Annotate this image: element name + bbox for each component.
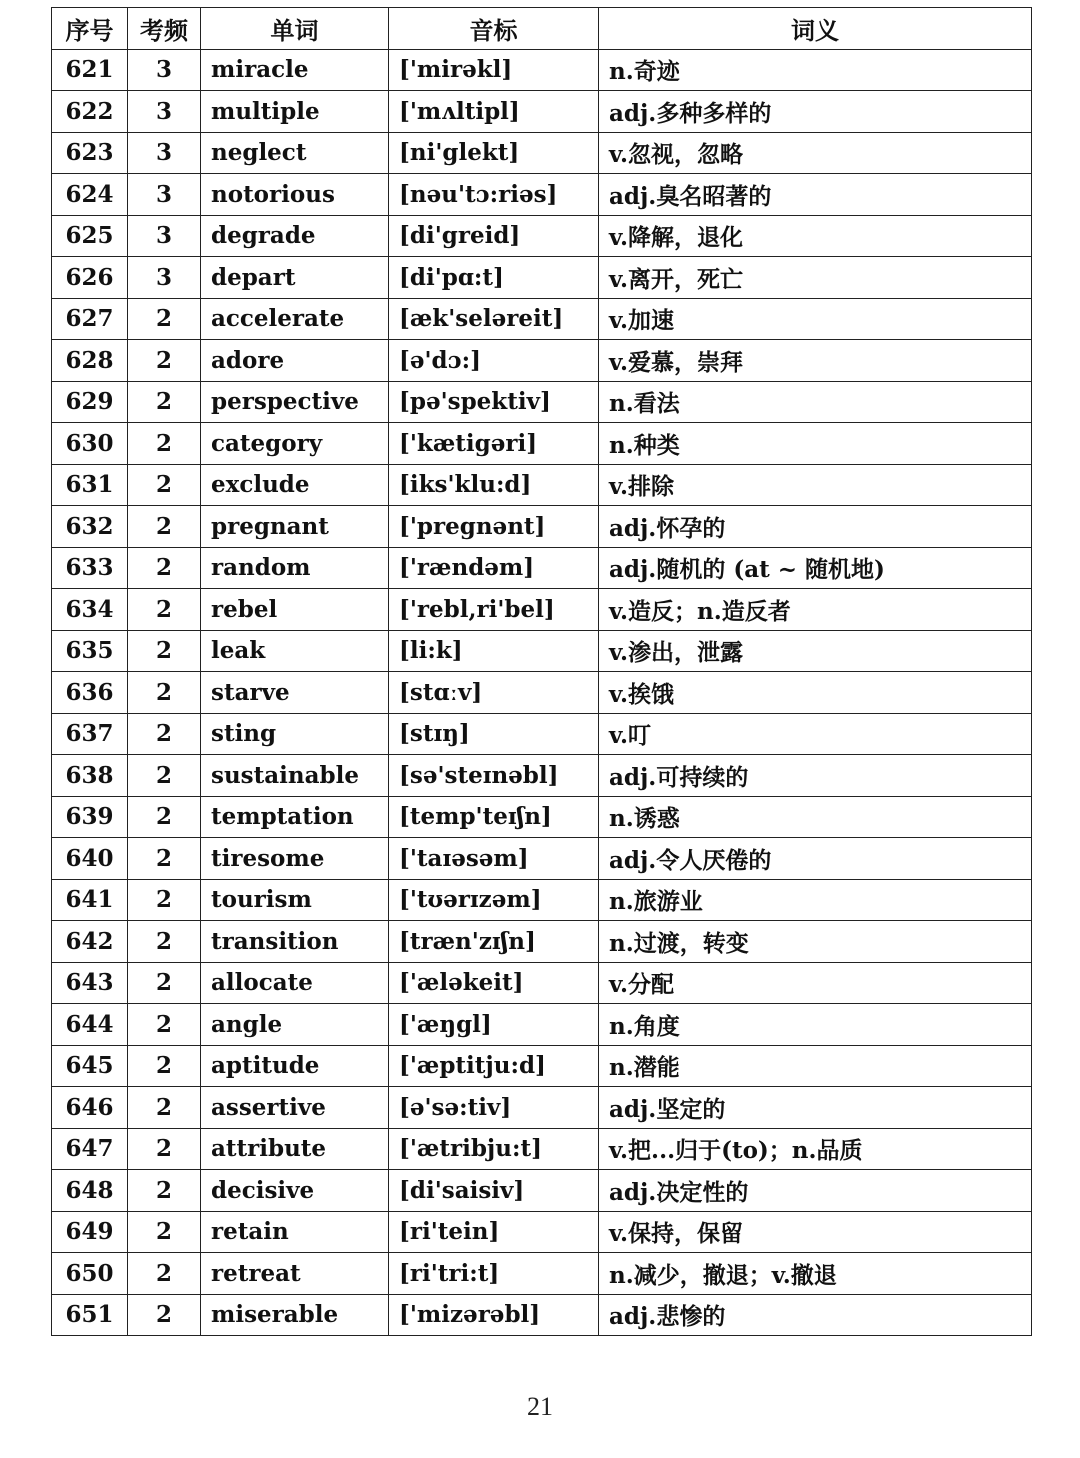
cell-phonetic: ['mizərəbl] xyxy=(389,1294,599,1336)
cell-word: retreat xyxy=(201,1253,389,1295)
table-row xyxy=(52,1087,1032,1129)
cell-phonetic: [iks'klu:d] xyxy=(389,464,599,506)
cell-meaning: n.看法 xyxy=(599,381,1032,423)
cell-serial-number: 622 xyxy=(52,91,128,133)
cell-meaning: adj.随机的 (at ~ 随机地) xyxy=(599,547,1032,589)
cell-phonetic: [stɑːv] xyxy=(389,672,599,714)
cell-word: transition xyxy=(201,921,389,963)
header-frequency: 考频 xyxy=(128,8,201,50)
table-row xyxy=(52,796,1032,838)
table-row xyxy=(52,1128,1032,1170)
cell-phonetic: [nəu'tɔ:riəs] xyxy=(389,174,599,216)
cell-phonetic: ['æləkeit] xyxy=(389,962,599,1004)
cell-frequency: 2 xyxy=(128,1004,201,1046)
cell-phonetic: ['pregnənt] xyxy=(389,506,599,548)
table-row xyxy=(52,132,1032,174)
header-phonetic: 音标 xyxy=(389,8,599,50)
table-row xyxy=(52,506,1032,548)
cell-meaning: n.角度 xyxy=(599,1004,1032,1046)
cell-frequency: 2 xyxy=(128,506,201,548)
cell-serial-number: 644 xyxy=(52,1004,128,1046)
cell-frequency: 2 xyxy=(128,796,201,838)
cell-serial-number: 626 xyxy=(52,257,128,299)
cell-meaning: n.奇迹 xyxy=(599,49,1032,91)
cell-word: degrade xyxy=(201,215,389,257)
table-row xyxy=(52,672,1032,714)
cell-phonetic: [ri'tri:t] xyxy=(389,1253,599,1295)
cell-frequency: 2 xyxy=(128,1294,201,1336)
cell-serial-number: 638 xyxy=(52,755,128,797)
table-row xyxy=(52,381,1032,423)
table-row xyxy=(52,91,1032,133)
cell-meaning: adj.多种多样的 xyxy=(599,91,1032,133)
table-row xyxy=(52,49,1032,91)
table-row xyxy=(52,879,1032,921)
cell-serial-number: 634 xyxy=(52,589,128,631)
cell-serial-number: 649 xyxy=(52,1211,128,1253)
cell-phonetic: [ri'tein] xyxy=(389,1211,599,1253)
cell-serial-number: 639 xyxy=(52,796,128,838)
cell-frequency: 2 xyxy=(128,464,201,506)
cell-serial-number: 646 xyxy=(52,1087,128,1129)
cell-serial-number: 623 xyxy=(52,132,128,174)
cell-word: assertive xyxy=(201,1087,389,1129)
table-row xyxy=(52,921,1032,963)
cell-serial-number: 637 xyxy=(52,713,128,755)
cell-frequency: 3 xyxy=(128,49,201,91)
cell-meaning: adj.悲惨的 xyxy=(599,1294,1032,1336)
cell-frequency: 2 xyxy=(128,630,201,672)
cell-frequency: 2 xyxy=(128,340,201,382)
cell-phonetic: [ni'glekt] xyxy=(389,132,599,174)
cell-frequency: 3 xyxy=(128,174,201,216)
cell-phonetic: ['æptitju:d] xyxy=(389,1045,599,1087)
cell-word: tiresome xyxy=(201,838,389,880)
cell-serial-number: 643 xyxy=(52,962,128,1004)
cell-frequency: 3 xyxy=(128,91,201,133)
cell-meaning: v.排除 xyxy=(599,464,1032,506)
cell-serial-number: 630 xyxy=(52,423,128,465)
header-meaning: 词义 xyxy=(599,8,1032,50)
table-row xyxy=(52,755,1032,797)
cell-serial-number: 640 xyxy=(52,838,128,880)
cell-phonetic: ['æŋgl] xyxy=(389,1004,599,1046)
cell-serial-number: 628 xyxy=(52,340,128,382)
table-row xyxy=(52,589,1032,631)
cell-serial-number: 621 xyxy=(52,49,128,91)
cell-word: random xyxy=(201,547,389,589)
table-row xyxy=(52,547,1032,589)
table-body xyxy=(52,49,1032,1336)
cell-word: tourism xyxy=(201,879,389,921)
table-row xyxy=(52,215,1032,257)
cell-meaning: adj.臭名昭著的 xyxy=(599,174,1032,216)
cell-phonetic: ['mʌltipl] xyxy=(389,91,599,133)
cell-frequency: 3 xyxy=(128,257,201,299)
table-row xyxy=(52,1211,1032,1253)
cell-frequency: 2 xyxy=(128,921,201,963)
table-row xyxy=(52,1253,1032,1295)
table-row xyxy=(52,1045,1032,1087)
cell-phonetic: [di'saisiv] xyxy=(389,1170,599,1212)
cell-word: notorious xyxy=(201,174,389,216)
cell-frequency: 2 xyxy=(128,962,201,1004)
cell-serial-number: 648 xyxy=(52,1170,128,1212)
header-serial-number: 序号 xyxy=(52,8,128,50)
cell-phonetic: ['rændəm] xyxy=(389,547,599,589)
cell-meaning: v.离开，死亡 xyxy=(599,257,1032,299)
cell-word: decisive xyxy=(201,1170,389,1212)
cell-phonetic: ['kætigəri] xyxy=(389,423,599,465)
table-row xyxy=(52,838,1032,880)
cell-frequency: 3 xyxy=(128,215,201,257)
cell-word: rebel xyxy=(201,589,389,631)
cell-phonetic: ['rebl,ri'bel] xyxy=(389,589,599,631)
cell-word: perspective xyxy=(201,381,389,423)
cell-serial-number: 627 xyxy=(52,298,128,340)
cell-meaning: v.忽视，忽略 xyxy=(599,132,1032,174)
cell-word: category xyxy=(201,423,389,465)
cell-meaning: v.爱慕，崇拜 xyxy=(599,340,1032,382)
cell-word: retain xyxy=(201,1211,389,1253)
cell-word: sting xyxy=(201,713,389,755)
cell-serial-number: 641 xyxy=(52,879,128,921)
cell-word: pregnant xyxy=(201,506,389,548)
cell-meaning: v.降解，退化 xyxy=(599,215,1032,257)
cell-word: aptitude xyxy=(201,1045,389,1087)
cell-meaning: n.过渡，转变 xyxy=(599,921,1032,963)
cell-word: temptation xyxy=(201,796,389,838)
cell-phonetic: [træn'zɪʃn] xyxy=(389,921,599,963)
cell-meaning: v.挨饿 xyxy=(599,672,1032,714)
cell-word: attribute xyxy=(201,1128,389,1170)
cell-word: miracle xyxy=(201,49,389,91)
vocabulary-table xyxy=(51,7,1032,1336)
cell-phonetic: [temp'teɪʃn] xyxy=(389,796,599,838)
cell-phonetic: ['mirəkl] xyxy=(389,49,599,91)
cell-serial-number: 632 xyxy=(52,506,128,548)
cell-frequency: 2 xyxy=(128,1170,201,1212)
cell-serial-number: 633 xyxy=(52,547,128,589)
cell-phonetic: [ə'dɔ:] xyxy=(389,340,599,382)
cell-serial-number: 625 xyxy=(52,215,128,257)
cell-phonetic: [di'greid] xyxy=(389,215,599,257)
cell-frequency: 2 xyxy=(128,423,201,465)
cell-word: miserable xyxy=(201,1294,389,1336)
cell-frequency: 3 xyxy=(128,132,201,174)
cell-frequency: 2 xyxy=(128,1128,201,1170)
table-row xyxy=(52,340,1032,382)
cell-meaning: v.渗出，泄露 xyxy=(599,630,1032,672)
cell-phonetic: [li:k] xyxy=(389,630,599,672)
cell-frequency: 2 xyxy=(128,1087,201,1129)
table-row xyxy=(52,174,1032,216)
cell-phonetic: ['taɪəsəm] xyxy=(389,838,599,880)
header-word: 单词 xyxy=(201,8,389,50)
table-row xyxy=(52,713,1032,755)
cell-serial-number: 629 xyxy=(52,381,128,423)
cell-meaning: n.潜能 xyxy=(599,1045,1032,1087)
cell-frequency: 2 xyxy=(128,547,201,589)
cell-frequency: 2 xyxy=(128,879,201,921)
cell-frequency: 2 xyxy=(128,1253,201,1295)
cell-meaning: n.种类 xyxy=(599,423,1032,465)
cell-frequency: 2 xyxy=(128,672,201,714)
cell-serial-number: 636 xyxy=(52,672,128,714)
cell-meaning: v.把...归于(to)；n.品质 xyxy=(599,1128,1032,1170)
cell-meaning: adj.可持续的 xyxy=(599,755,1032,797)
cell-word: multiple xyxy=(201,91,389,133)
cell-serial-number: 651 xyxy=(52,1294,128,1336)
cell-word: sustainable xyxy=(201,755,389,797)
table-row xyxy=(52,257,1032,299)
cell-frequency: 2 xyxy=(128,838,201,880)
cell-phonetic: [sə'steɪnəbl] xyxy=(389,755,599,797)
cell-phonetic: ['ætribju:t] xyxy=(389,1128,599,1170)
cell-word: exclude xyxy=(201,464,389,506)
cell-phonetic: [æk'seləreit] xyxy=(389,298,599,340)
table-row xyxy=(52,1170,1032,1212)
header-row xyxy=(52,8,1032,50)
cell-word: accelerate xyxy=(201,298,389,340)
cell-frequency: 2 xyxy=(128,589,201,631)
cell-word: neglect xyxy=(201,132,389,174)
cell-meaning: v.分配 xyxy=(599,962,1032,1004)
cell-serial-number: 635 xyxy=(52,630,128,672)
cell-meaning: n.旅游业 xyxy=(599,879,1032,921)
cell-word: starve xyxy=(201,672,389,714)
table-row xyxy=(52,1294,1032,1336)
cell-meaning: n.诱惑 xyxy=(599,796,1032,838)
cell-serial-number: 624 xyxy=(52,174,128,216)
table-row xyxy=(52,423,1032,465)
cell-serial-number: 650 xyxy=(52,1253,128,1295)
cell-word: adore xyxy=(201,340,389,382)
table-row xyxy=(52,464,1032,506)
cell-phonetic: [di'pɑ:t] xyxy=(389,257,599,299)
cell-serial-number: 645 xyxy=(52,1045,128,1087)
cell-phonetic: [pə'spektiv] xyxy=(389,381,599,423)
cell-frequency: 2 xyxy=(128,381,201,423)
cell-phonetic: ['tʊərɪzəm] xyxy=(389,879,599,921)
cell-serial-number: 642 xyxy=(52,921,128,963)
table-row xyxy=(52,1004,1032,1046)
cell-meaning: v.保持，保留 xyxy=(599,1211,1032,1253)
cell-meaning: v.叮 xyxy=(599,713,1032,755)
cell-meaning: adj.令人厌倦的 xyxy=(599,838,1032,880)
cell-serial-number: 631 xyxy=(52,464,128,506)
cell-frequency: 2 xyxy=(128,713,201,755)
cell-serial-number: 647 xyxy=(52,1128,128,1170)
table-header xyxy=(52,8,1032,50)
cell-meaning: v.加速 xyxy=(599,298,1032,340)
cell-word: leak xyxy=(201,630,389,672)
cell-word: depart xyxy=(201,257,389,299)
table-row xyxy=(52,962,1032,1004)
page-number: 21 xyxy=(527,1392,553,1421)
cell-meaning: adj.怀孕的 xyxy=(599,506,1032,548)
cell-word: angle xyxy=(201,1004,389,1046)
cell-meaning: n.减少，撤退；v.撤退 xyxy=(599,1253,1032,1295)
cell-meaning: v.造反；n.造反者 xyxy=(599,589,1032,631)
cell-phonetic: [ə'sə:tiv] xyxy=(389,1087,599,1129)
table-row xyxy=(52,630,1032,672)
table-row xyxy=(52,298,1032,340)
cell-meaning: adj.决定性的 xyxy=(599,1170,1032,1212)
cell-phonetic: [stɪŋ] xyxy=(389,713,599,755)
cell-frequency: 2 xyxy=(128,755,201,797)
cell-frequency: 2 xyxy=(128,1045,201,1087)
cell-word: allocate xyxy=(201,962,389,1004)
cell-frequency: 2 xyxy=(128,1211,201,1253)
cell-frequency: 2 xyxy=(128,298,201,340)
cell-meaning: adj.坚定的 xyxy=(599,1087,1032,1129)
